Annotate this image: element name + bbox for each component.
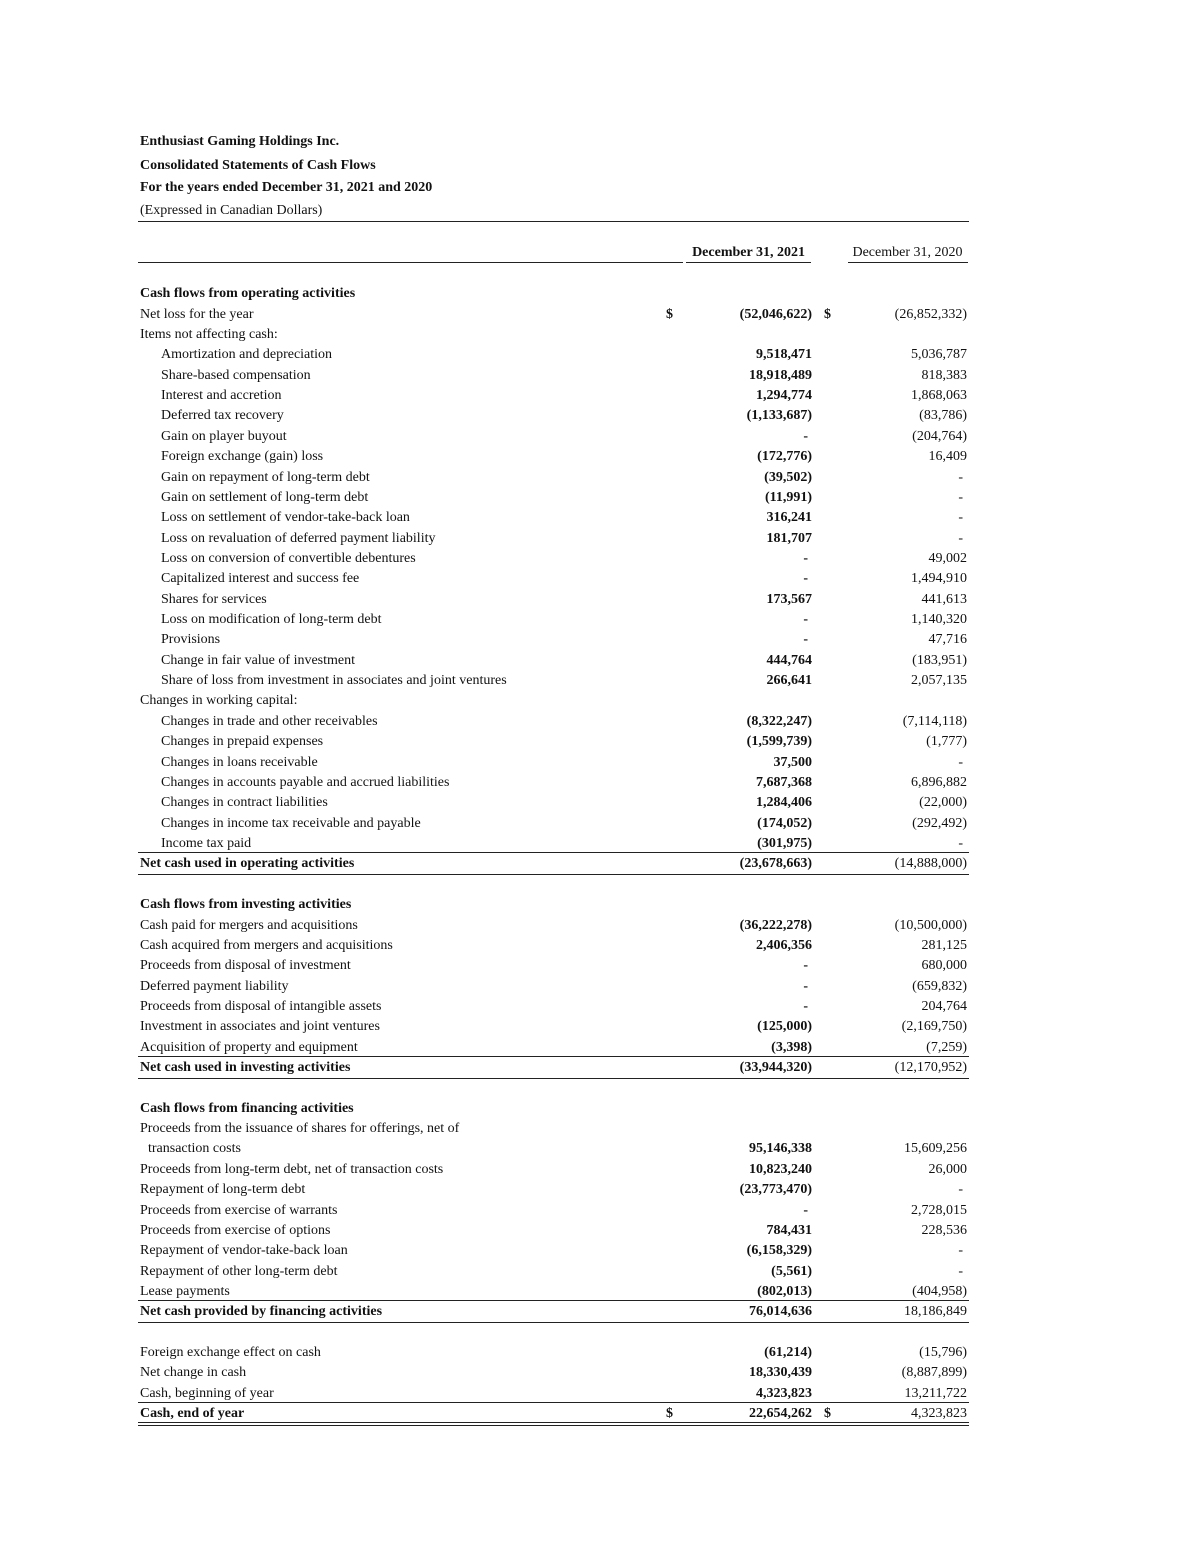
row-label: Proceeds from disposal of intangible assets <box>140 999 382 1014</box>
row-label: Acquisition of property and equipment <box>140 1040 358 1055</box>
value-2021: 1,294,774 <box>756 388 812 403</box>
value-2020: (292,492) <box>912 816 967 831</box>
table-row <box>0 447 1200 467</box>
table-row <box>0 468 1200 488</box>
financing-subtotal-rule <box>138 1300 969 1301</box>
table-row <box>0 386 1200 406</box>
column-header-2020: December 31, 2020 <box>852 245 963 260</box>
table-row <box>0 732 1200 752</box>
row-label: Changes in trade and other receivables <box>161 714 378 729</box>
row-label: transaction costs <box>148 1141 241 1156</box>
value-2020: 281,125 <box>921 938 967 953</box>
table-row <box>0 651 1200 671</box>
value-2021: (301,975) <box>757 836 812 851</box>
value-2021: (36,222,278) <box>739 918 812 933</box>
currency-symbol-2020: $ <box>824 1406 831 1421</box>
row-label: Changes in prepaid expenses <box>161 734 324 749</box>
table-row <box>0 1221 1200 1241</box>
row-label: Proceeds from the issuance of shares for offerings, net of <box>140 1121 460 1136</box>
value-2021: 18,918,489 <box>749 368 812 383</box>
value-2020: (14,888,000) <box>894 856 967 871</box>
table-row <box>0 814 1200 834</box>
value-2021: (52,046,622) <box>739 307 812 322</box>
row-label: Deferred payment liability <box>140 979 289 994</box>
table-row <box>0 366 1200 386</box>
table-row <box>0 977 1200 997</box>
investing-total-rule <box>138 1078 969 1079</box>
row-label: Cash flows from operating activities <box>140 286 356 301</box>
value-2020: - <box>958 531 963 546</box>
value-2021: 10,823,240 <box>749 1162 812 1177</box>
table-row <box>0 997 1200 1017</box>
row-label: Cash, beginning of year <box>140 1386 274 1401</box>
value-2021: - <box>803 571 808 586</box>
value-2021: 37,500 <box>773 755 812 770</box>
value-2021: 7,687,368 <box>756 775 812 790</box>
table-row <box>0 1384 1200 1404</box>
row-label: Changes in income tax receivable and payable <box>161 816 421 831</box>
value-2020: 2,057,135 <box>911 673 967 688</box>
table-row <box>0 1262 1200 1282</box>
table-row <box>0 956 1200 976</box>
value-2021: (174,052) <box>757 816 812 831</box>
value-2020: - <box>958 836 963 851</box>
row-label: Proceeds from disposal of investment <box>140 958 351 973</box>
table-row <box>0 508 1200 528</box>
value-2020: (15,796) <box>919 1345 967 1360</box>
row-label: Amortization and depreciation <box>161 347 333 362</box>
row-label: Net cash provided by financing activities <box>140 1304 383 1319</box>
value-2020: 228,536 <box>921 1223 967 1238</box>
value-2020: (7,114,118) <box>902 714 967 729</box>
row-label: Items not affecting cash: <box>140 327 278 342</box>
value-2020: (22,000) <box>919 795 967 810</box>
row-label: Loss on revaluation of deferred payment liability <box>161 531 436 546</box>
row-label: Net change in cash <box>140 1365 247 1380</box>
table-row <box>0 691 1200 711</box>
table-row <box>0 1139 1200 1159</box>
value-2021: - <box>803 958 808 973</box>
table-row <box>0 671 1200 691</box>
table-row <box>0 753 1200 773</box>
value-2021: 181,707 <box>766 531 812 546</box>
value-2020: (26,852,332) <box>894 307 967 322</box>
value-2020: 2,728,015 <box>911 1203 967 1218</box>
row-label: Gain on repayment of long-term debt <box>161 470 370 485</box>
statement-period: For the years ended December 31, 2021 and 2020 <box>140 180 433 195</box>
value-2021: (125,000) <box>757 1019 812 1034</box>
row-label: Cash paid for mergers and acquisitions <box>140 918 358 933</box>
value-2020: - <box>958 1182 963 1197</box>
table-row <box>0 1180 1200 1200</box>
currency-symbol-2020: $ <box>824 307 831 322</box>
table-row <box>0 1343 1200 1363</box>
value-2021: - <box>803 551 808 566</box>
value-2020: (183,951) <box>912 653 967 668</box>
row-label: Repayment of long-term debt <box>140 1182 306 1197</box>
row-label: Changes in contract liabilities <box>161 795 328 810</box>
currency-note: (Expressed in Canadian Dollars) <box>140 203 323 218</box>
value-2021: (11,991) <box>764 490 812 505</box>
table-row <box>0 630 1200 650</box>
row-label: Change in fair value of investment <box>161 653 355 668</box>
value-2020: (8,887,899) <box>901 1365 967 1380</box>
row-label: Net loss for the year <box>140 307 254 322</box>
row-label: Foreign exchange effect on cash <box>140 1345 321 1360</box>
value-2021: 1,284,406 <box>756 795 812 810</box>
table-row <box>0 427 1200 447</box>
table-row <box>0 1119 1200 1139</box>
value-2021: (33,944,320) <box>739 1060 812 1075</box>
value-2020: 818,383 <box>921 368 967 383</box>
row-label: Cash flows from financing activities <box>140 1101 354 1116</box>
row-label: Loss on settlement of vendor-take-back loan <box>161 510 410 525</box>
row-label: Loss on modification of long-term debt <box>161 612 382 627</box>
row-label: Share of loss from investment in associates and joint ventures <box>161 673 507 688</box>
table-row <box>0 1302 1200 1322</box>
value-2021: (23,678,663) <box>739 856 812 871</box>
table-row <box>0 1241 1200 1261</box>
value-2021: 76,014,636 <box>749 1304 812 1319</box>
value-2020: (404,958) <box>912 1284 967 1299</box>
table-row <box>0 488 1200 508</box>
row-label: Repayment of other long-term debt <box>140 1264 338 1279</box>
value-2020: (204,764) <box>912 429 967 444</box>
statement-title: Consolidated Statements of Cash Flows <box>140 158 376 173</box>
row-label: Income tax paid <box>161 836 252 851</box>
operating-subtotal-rule <box>138 852 969 853</box>
row-label: Cash acquired from mergers and acquisitions <box>140 938 393 953</box>
row-label: Proceeds from long-term debt, net of transaction costs <box>140 1162 444 1177</box>
value-2020: (10,500,000) <box>894 918 967 933</box>
value-2020: (7,259) <box>926 1040 967 1055</box>
value-2021: - <box>803 999 808 1014</box>
value-2020: 1,140,320 <box>911 612 967 627</box>
cash-subtotal-rule <box>138 1402 969 1403</box>
value-2020: - <box>958 510 963 525</box>
value-2020: 680,000 <box>921 958 967 973</box>
table-row <box>0 610 1200 630</box>
row-label: Cash, end of year <box>140 1406 245 1421</box>
value-2021: (1,599,739) <box>746 734 812 749</box>
row-label: Provisions <box>161 632 221 647</box>
currency-symbol-2021: $ <box>666 307 673 322</box>
value-2020: 5,036,787 <box>911 347 967 362</box>
value-2021: - <box>803 1203 808 1218</box>
value-2021: 316,241 <box>766 510 812 525</box>
value-2021: 95,146,338 <box>749 1141 812 1156</box>
value-2020: (83,786) <box>919 408 967 423</box>
row-label: Interest and accretion <box>161 388 282 403</box>
value-2020: - <box>958 1264 963 1279</box>
table-row <box>0 569 1200 589</box>
value-2020: 49,002 <box>928 551 967 566</box>
value-2020: (1,777) <box>926 734 967 749</box>
value-2020: 1,494,910 <box>911 571 967 586</box>
table-row <box>0 1363 1200 1383</box>
table-row <box>0 1038 1200 1058</box>
row-label: Net cash used in operating activities <box>140 856 355 871</box>
value-2021: (61,214) <box>764 1345 812 1360</box>
value-2021: - <box>803 632 808 647</box>
row-label: Capitalized interest and success fee <box>161 571 360 586</box>
row-label: Gain on settlement of long-term debt <box>161 490 369 505</box>
row-label: Changes in working capital: <box>140 693 298 708</box>
value-2020: 18,186,849 <box>904 1304 967 1319</box>
value-2020: - <box>958 470 963 485</box>
value-2021: (3,398) <box>771 1040 812 1055</box>
value-2020: 441,613 <box>921 592 967 607</box>
row-label: Foreign exchange (gain) loss <box>161 449 324 464</box>
table-row <box>0 1282 1200 1302</box>
value-2021: 784,431 <box>766 1223 812 1238</box>
value-2021: (172,776) <box>757 449 812 464</box>
table-row <box>0 834 1200 854</box>
row-label: Loss on conversion of convertible debentures <box>161 551 416 566</box>
value-2021: (8,322,247) <box>746 714 812 729</box>
table-row <box>0 1099 1200 1119</box>
table-row <box>0 1160 1200 1180</box>
value-2020: 4,323,823 <box>911 1406 967 1421</box>
value-2020: 6,896,882 <box>911 775 967 790</box>
value-2021: (6,158,329) <box>746 1243 812 1258</box>
table-row <box>0 793 1200 813</box>
row-label: Changes in loans receivable <box>161 755 318 770</box>
table-row <box>0 1058 1200 1078</box>
value-2020: 26,000 <box>928 1162 967 1177</box>
table-row <box>0 1404 1200 1424</box>
table-row <box>0 936 1200 956</box>
value-2020: (659,832) <box>912 979 967 994</box>
value-2021: 2,406,356 <box>756 938 812 953</box>
value-2021: 4,323,823 <box>756 1386 812 1401</box>
table-row <box>0 895 1200 915</box>
row-label: Changes in accounts payable and accrued liabilities <box>161 775 450 790</box>
table-row <box>0 325 1200 345</box>
table-row <box>0 773 1200 793</box>
table-row <box>0 345 1200 365</box>
operating-total-rule <box>138 874 969 875</box>
value-2021: (39,502) <box>764 470 812 485</box>
row-label: Cash flows from investing activities <box>140 897 352 912</box>
value-2021: - <box>803 979 808 994</box>
table-row <box>0 916 1200 936</box>
cash-end-double-rule <box>138 1422 969 1426</box>
row-label: Proceeds from exercise of options <box>140 1223 331 1238</box>
value-2021: (23,773,470) <box>739 1182 812 1197</box>
value-2020: 13,211,722 <box>904 1386 967 1401</box>
table-row <box>0 712 1200 732</box>
row-label: Repayment of vendor-take-back loan <box>140 1243 348 1258</box>
value-2020: 47,716 <box>928 632 967 647</box>
company-name: Enthusiast Gaming Holdings Inc. <box>140 134 340 149</box>
table-row <box>0 1201 1200 1221</box>
value-2020: - <box>958 1243 963 1258</box>
value-2021: (802,013) <box>757 1284 812 1299</box>
row-label: Proceeds from exercise of warrants <box>140 1203 338 1218</box>
value-2020: 16,409 <box>928 449 967 464</box>
value-2021: 173,567 <box>766 592 812 607</box>
table-row <box>0 406 1200 426</box>
value-2021: (5,561) <box>771 1264 812 1279</box>
value-2020: 204,764 <box>921 999 967 1014</box>
table-row <box>0 529 1200 549</box>
value-2020: - <box>958 490 963 505</box>
table-row <box>0 590 1200 610</box>
value-2021: 18,330,439 <box>749 1365 812 1380</box>
row-label: Deferred tax recovery <box>161 408 284 423</box>
value-2020: (2,169,750) <box>901 1019 967 1034</box>
table-row <box>0 305 1200 325</box>
value-2021: 444,764 <box>766 653 812 668</box>
value-2021: - <box>803 429 808 444</box>
value-2021: 9,518,471 <box>756 347 812 362</box>
value-2021: 22,654,262 <box>749 1406 812 1421</box>
row-label: Investment in associates and joint ventures <box>140 1019 380 1034</box>
row-label: Lease payments <box>140 1284 230 1299</box>
investing-subtotal-rule <box>138 1056 969 1057</box>
value-2020: - <box>958 755 963 770</box>
table-row <box>0 854 1200 874</box>
currency-symbol-2021: $ <box>666 1406 673 1421</box>
row-label: Net cash used in investing activities <box>140 1060 351 1075</box>
value-2020: (12,170,952) <box>894 1060 967 1075</box>
row-label: Share-based compensation <box>161 368 311 383</box>
row-label: Gain on player buyout <box>161 429 287 444</box>
table-row <box>0 549 1200 569</box>
column-header-2021: December 31, 2021 <box>692 245 805 260</box>
table-row <box>0 1017 1200 1037</box>
value-2020: 15,609,256 <box>904 1141 967 1156</box>
table-row <box>0 284 1200 304</box>
row-label: Shares for services <box>161 592 267 607</box>
financing-total-rule <box>138 1322 969 1323</box>
value-2020: 1,868,063 <box>911 388 967 403</box>
value-2021: 266,641 <box>766 673 812 688</box>
value-2021: (1,133,687) <box>746 408 812 423</box>
value-2021: - <box>803 612 808 627</box>
